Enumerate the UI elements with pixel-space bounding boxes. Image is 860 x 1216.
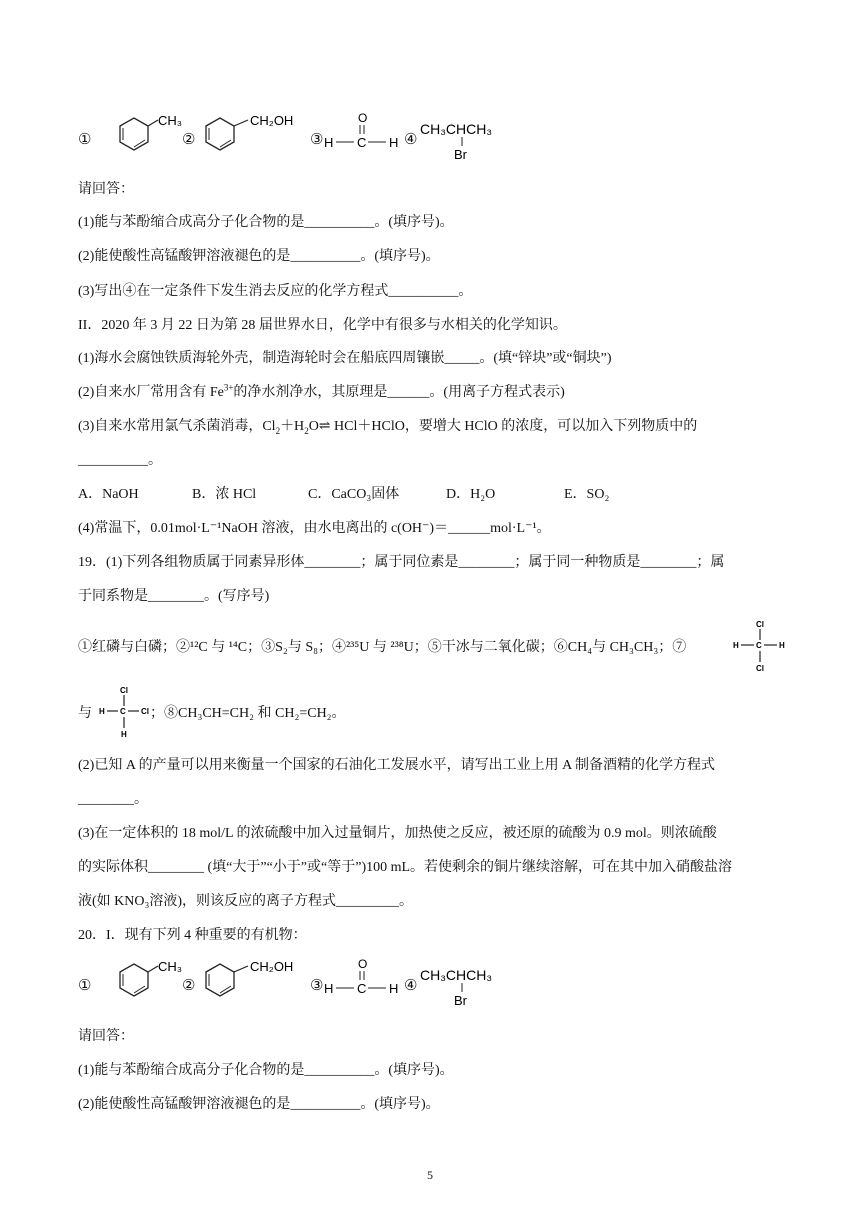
question-ii-3: (3)自来水常用氯气杀菌消毒，$Cl_2+H_2O\rightleftharpoons$ HCl＋HClO，要增大 HClO 的浓度，可以加入下列物质中的 — [78, 419, 698, 436]
label-2: ② — [182, 978, 196, 994]
page-number: 5 — [427, 1168, 433, 1182]
question-19-3: (3)在一定体积的 18 mol/L 的浓硫酸中加入过量铜片，加热使之反应，被还原的硫酸为 0.9 mol。则浓硫酸 — [78, 826, 717, 841]
formaldehyde-structure — [324, 110, 404, 162]
option-e: E．SO₂ — [564, 487, 610, 502]
svg-text:Cl: Cl — [756, 620, 764, 629]
ch3-text: CH₃ — [158, 959, 183, 974]
question-20-1: (1)能与苯酚缩合成高分子化合物的是__________。(填序号)。 — [78, 1063, 454, 1078]
h-atom-left: H — [324, 981, 334, 996]
structure-row-1 — [78, 108, 538, 164]
svg-text:H: H — [779, 641, 785, 650]
question-19-pairs: ①红磷与白磷；②¹²C 与 ¹⁴C；③S₂与 S₈；④²³⁵U 与 ²³⁸U；⑤干冰与二氧化碳；⑥CH₄与 CH₃CH₃；⑦ — [78, 640, 687, 655]
dichloromethane-structure-1 — [730, 618, 790, 674]
svg-text:Cl: Cl — [141, 707, 149, 716]
h-atom-right: H — [389, 135, 399, 150]
question-19-1-cont: 于同系物是________。(写序号) — [78, 589, 270, 604]
question-19-1: 19．(1)下列各组物质属于同素异形体________；属于同位素是________；属于同一种物质是________；属 — [78, 555, 725, 570]
svg-text:Cl: Cl — [120, 686, 128, 695]
label-3: ③ — [310, 978, 324, 994]
label-1: ① — [78, 132, 92, 148]
2-bromopropane-structure — [420, 112, 520, 162]
o-atom: O — [358, 957, 368, 971]
text-line: 请回答： — [78, 1029, 134, 1044]
c-atom: C — [357, 135, 367, 150]
h-atom-right: H — [389, 981, 399, 996]
propane-text: CH₃CHCH₃ — [420, 121, 493, 137]
question-2: (2)能使酸性高锰酸钾溶液褪色的是__________。(填序号)。 — [78, 249, 440, 264]
propane-text: CH₃CHCH₃ — [420, 967, 493, 983]
svg-text:Cl: Cl — [756, 664, 764, 673]
question-19-3-cont2: 液(如 KNO₃溶液)，则该反应的离子方程式_________。 — [78, 894, 414, 909]
question-1: (1)能与苯酚缩合成高分子化合物的是__________。(填序号)。 — [78, 215, 454, 230]
toluene-structure — [100, 112, 183, 162]
svg-text:H: H — [99, 707, 105, 716]
svg-text:H: H — [121, 730, 127, 739]
answer-blank: __________。 — [78, 453, 162, 468]
question-19-3-cont: 的实际体积________ (填“大于”“小于”或“等于”)100 mL。若使剩余的铜片继续溶解，可在其中加入硝酸盐溶 — [78, 860, 733, 875]
2-bromopropane-structure — [420, 958, 520, 1008]
question-ii-1: (1)海水会腐蚀铁质海轮外壳，制造海轮时会在船底四周镶嵌_____。(填“锌块”或“铜块”) — [78, 351, 612, 366]
option-d: D．H₂O — [446, 487, 496, 502]
option-a: A．NaOH — [78, 487, 139, 502]
option-b: B．浓 HCl — [192, 487, 257, 502]
section-ii-heading: II．2020 年 3 月 22 日为第 28 届世界水日，化学中有很多与水相关的化学知识。 — [78, 318, 567, 333]
ch2oh-text: CH₂OH — [250, 959, 294, 974]
toluene-structure — [100, 958, 183, 1008]
o-atom: O — [358, 111, 368, 125]
question-19-pairs-cont: 与 ；⑧CH₃CH=CH₂ 和 CH₂=CH₂。 — [78, 706, 346, 721]
label-4: ④ — [404, 978, 418, 994]
br-text: Br — [454, 993, 467, 1008]
question-19-2: (2)已知 A 的产量可以用来衡量一个国家的石油化工发展水平，请写出工业上用 A 制备酒精的化学方程式 — [78, 758, 715, 773]
ch3-text: CH₃ — [158, 113, 183, 128]
formaldehyde-structure — [324, 956, 404, 1008]
benzyl-alcohol-structure — [200, 958, 310, 1008]
svg-text:H: H — [733, 641, 739, 650]
svg-text:C: C — [756, 641, 762, 650]
option-c: C．CaCO₃固体 — [308, 487, 400, 502]
h-atom-left: H — [324, 135, 334, 150]
svg-text:C: C — [120, 707, 126, 716]
label-4: ④ — [404, 132, 418, 148]
question-ii-4: (4)常温下，0.01mol·L⁻¹NaOH 溶液，由水电离出的 c(OH⁻)＝______mol·L⁻¹。 — [78, 521, 551, 536]
ch2oh-text: CH₂OH — [250, 113, 294, 128]
br-text: Br — [454, 147, 467, 162]
question-ii-2: (2)自来水厂常用含有 $Fe^{3+}$的净水剂净水，其原理是______。(用离子方程式表示) — [78, 382, 565, 400]
question-20-2: (2)能使酸性高锰酸钾溶液褪色的是__________。(填序号)。 — [78, 1097, 440, 1112]
label-1: ① — [78, 978, 92, 994]
structure-row-2 — [78, 954, 538, 1010]
benzyl-alcohol-structure — [200, 112, 310, 162]
question-20-heading: 20．I．现有下列 4 种重要的有机物： — [78, 928, 307, 943]
answer-blank: ________。 — [78, 792, 148, 807]
dichloromethane-structure-2 — [96, 684, 156, 740]
question-3: (3)写出④在一定条件下发生消去反应的化学方程式__________。 — [78, 284, 473, 299]
text-line: 请回答： — [78, 182, 134, 197]
c-atom: C — [357, 981, 367, 996]
label-3: ③ — [310, 132, 324, 148]
label-2: ② — [182, 132, 196, 148]
